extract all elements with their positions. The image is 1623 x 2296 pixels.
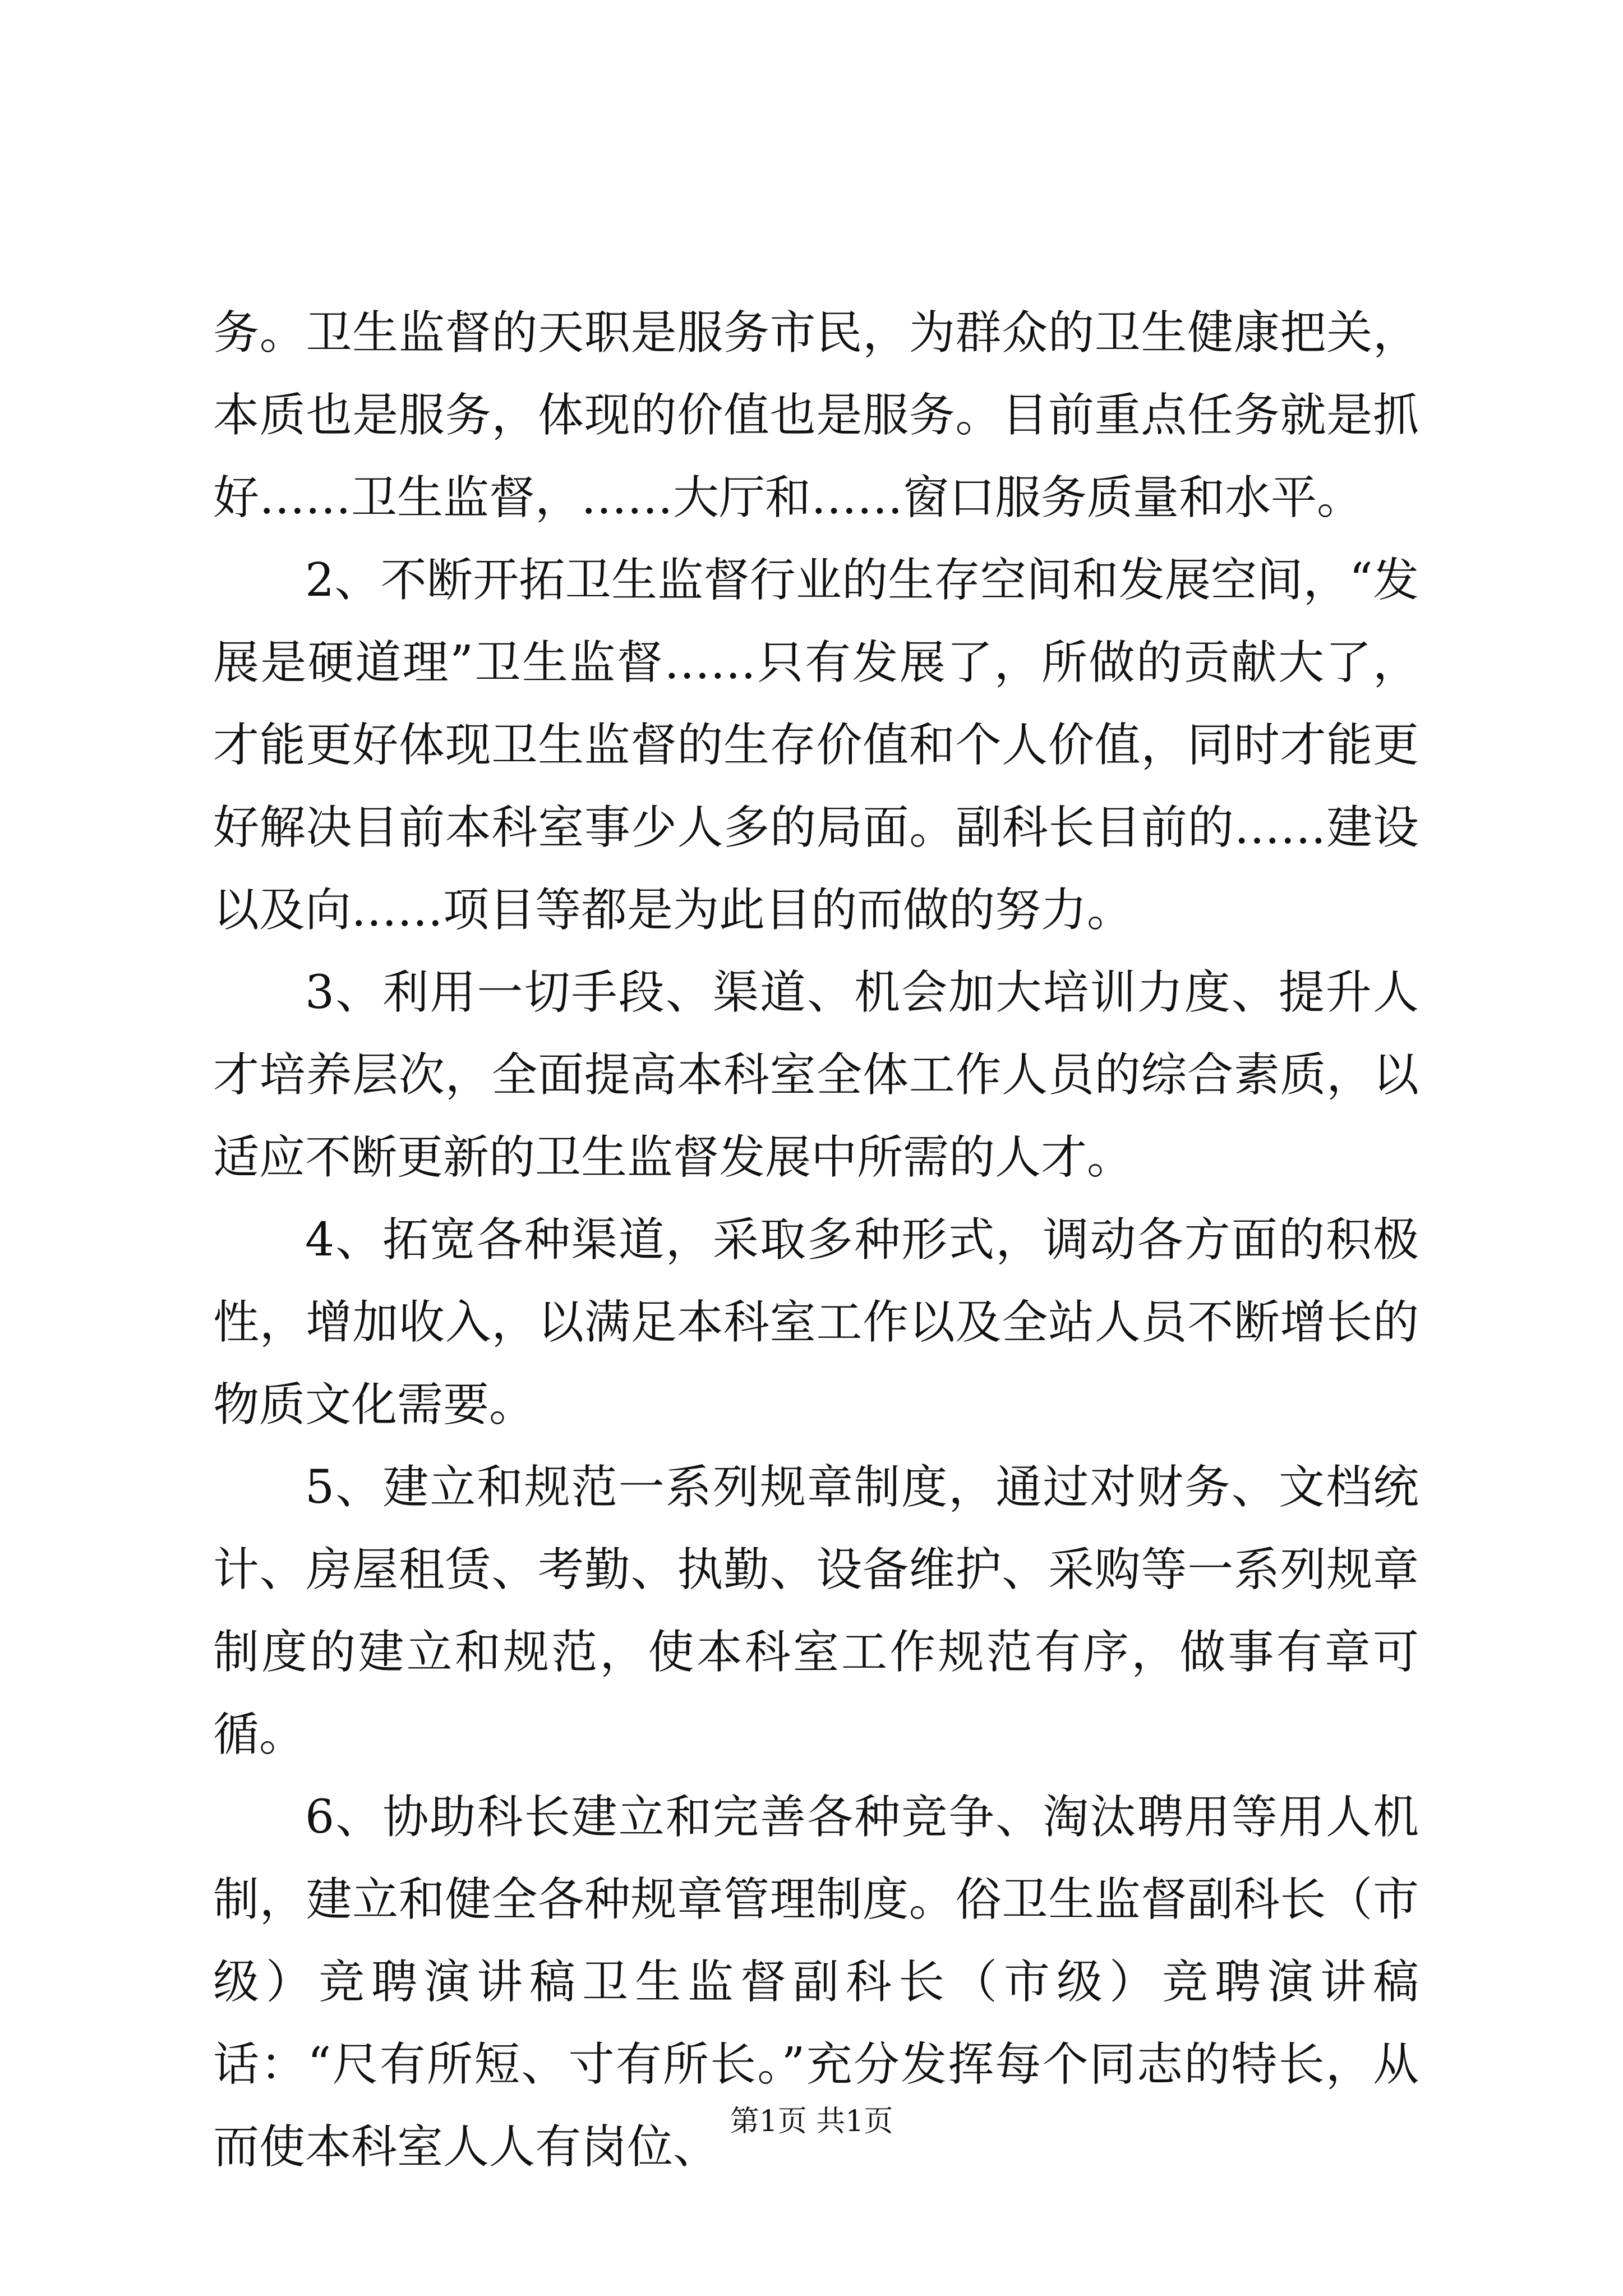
paragraph-item-5: 5、建立和规范一系列规章制度，通过对财务、文档统计、房屋租赁、考勤、执勤、设备维护、采购等一系列规章制度的建立和规范，使本科室工作规范有序，做事有章可循。	[213, 1461, 1419, 1761]
page-footer	[0, 2104, 1623, 2139]
document-body	[213, 292, 1419, 2188]
page-number-label: 第1页 共1页	[730, 2105, 893, 2138]
paragraph-item-3: 3、利用一切手段、渠道、机会加大培训力度、提升人才培养层次，全面提高本科室全体工作人员的综合素质，以适应不断更新的卫生监督发展中所需的人才。	[213, 966, 1419, 1184]
paragraph-continuation: 务。卫生监督的天职是服务市民，为群众的卫生健康把关，本质也是服务，体现的价值也是服务。目前重点任务就是抓好……卫生监督，……大厅和……窗口服务质量和水平。	[213, 306, 1419, 524]
paragraph-item-6: 6、协助科长建立和完善各种竞争、淘汰聘用等用人机制，建立和健全各种规章管理制度。俗卫生监督副科长（市级）竞聘演讲稿卫生监督副科长（市级）竞聘演讲稿话：“尺有所短、寸有所长。”充分发挥每个同志的特长，从而使本科室人人有岗位、	[213, 1791, 1419, 2174]
paragraph-item-4: 4、拓宽各种渠道，采取多种形式，调动各方面的积极性，增加收入，以满足本科室工作以及全站人员不断增长的物质文化需要。	[213, 1213, 1419, 1432]
paragraph-item-2: 2、不断开拓卫生监督行业的生存空间和发展空间，“发展是硬道理”卫生监督……只有发展了，所做的贡献大了，才能更好体现卫生监督的生存价值和个人价值，同时才能更好解决目前本科室事少人多的局面。副科长目前的……建设以及向……项目等都是为此目的而做的努力。	[213, 554, 1419, 937]
